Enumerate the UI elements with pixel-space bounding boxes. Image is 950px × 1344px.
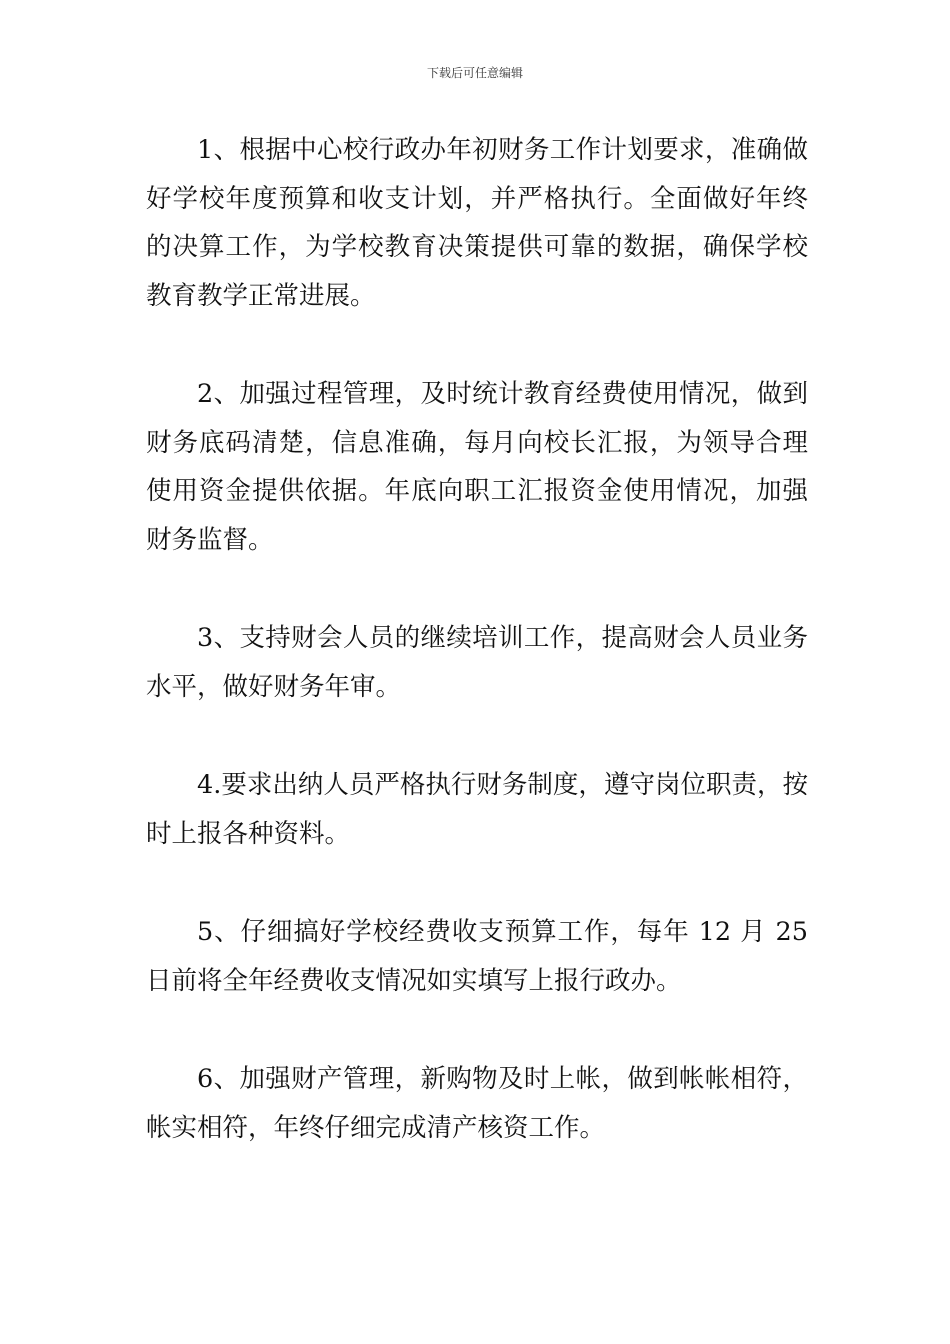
paragraph-5: 5、仔细搞好学校经费收支预算工作，每年 12 月 25 日前将全年经费收支情况如实填写上报行政办。 bbox=[146, 917, 808, 996]
paragraph-3: 3、支持财会人员的继续培训工作，提高财会人员业务水平，做好财务年审。 bbox=[146, 623, 808, 702]
paragraph-2: 2、加强过程管理，及时统计教育经费使用情况，做到财务底码清楚，信息准确，每月向校长汇报，为领导合理使用资金提供依据。年底向职工汇报资金使用情况，加强财务监督。 bbox=[146, 379, 808, 555]
paragraph-4: 4.要求出纳人员严格执行财务制度，遵守岗位职责，按时上报各种资料。 bbox=[146, 770, 808, 849]
paragraph-1: 1、根据中心校行政办年初财务工作计划要求，准确做好学校年度预算和收支计划，并严格执行。全面做好年终的决算工作，为学校教育决策提供可靠的数据，确保学校教育教学正常进展。 bbox=[146, 135, 808, 311]
document-body bbox=[146, 126, 808, 1152]
page-header-note: 下载后可任意编辑 bbox=[426, 66, 523, 80]
paragraph-6: 6、加强财产管理，新购物及时上帐，做到帐帐相符，帐实相符，年终仔细完成清产核资工作。 bbox=[146, 1064, 808, 1143]
